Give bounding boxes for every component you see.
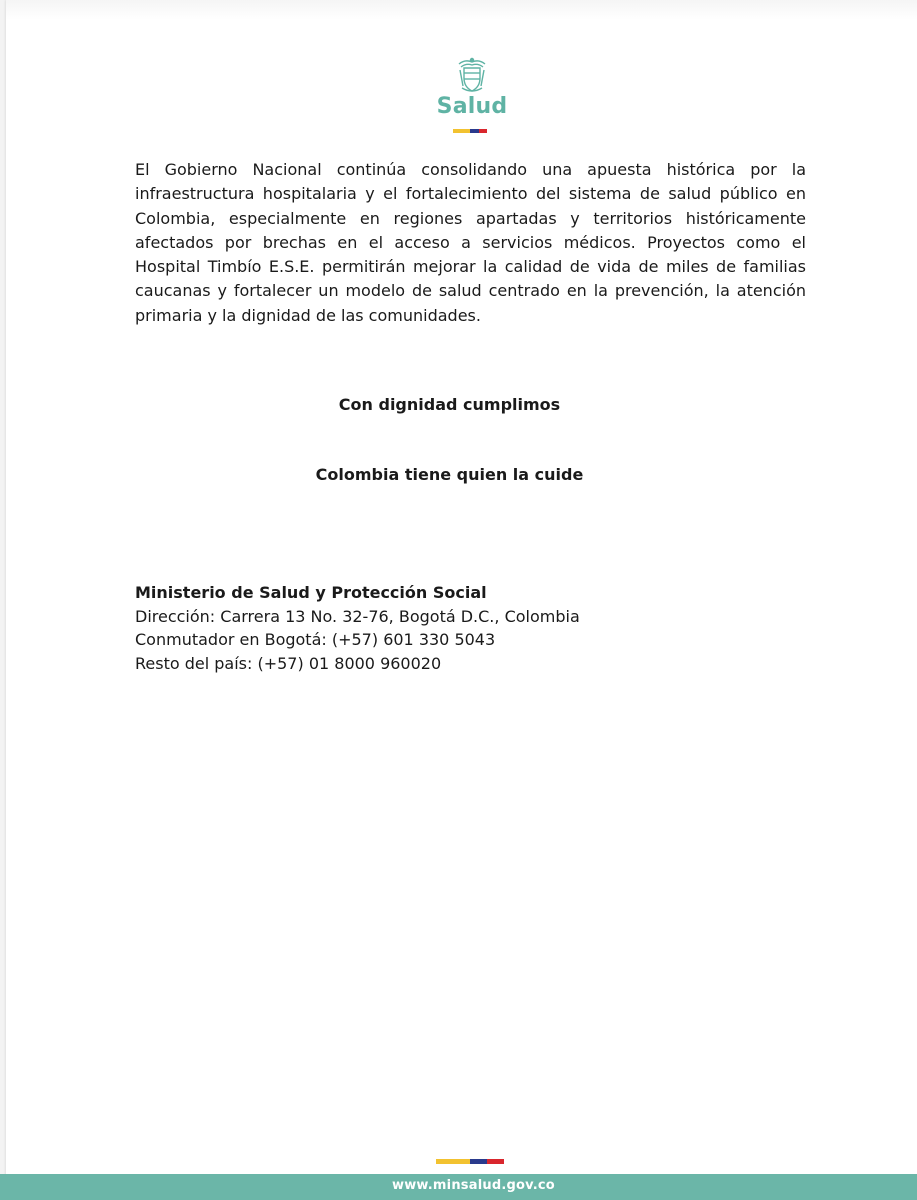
contact-address: Dirección: Carrera 13 No. 32-76, Bogotá D.C., Colombia (135, 606, 580, 626)
salud-logo (432, 56, 512, 136)
top-shade (6, 0, 917, 20)
flag-stripe-bottom (436, 1159, 504, 1164)
footer-website-link[interactable]: www.minsalud.gov.co (392, 1178, 555, 1193)
organization-name: Ministerio de Salud y Protección Social (135, 583, 487, 602)
contact-switchboard: Conmutador en Bogotá: (+57) 601 330 5043 (135, 630, 496, 649)
contact-block (135, 581, 580, 675)
slogan-colombia: Colombia tiene quien la cuide (315, 465, 584, 484)
logo-text: Salud (436, 94, 508, 119)
coat-of-arms-icon (432, 56, 512, 94)
contact-rest-of-country: Resto del país: (+57) 01 8000 960020 (135, 653, 442, 673)
flag-stripe-top (453, 129, 487, 133)
body-paragraph: El Gobierno Nacional continúa consolidando una apuesta histórica por la infraestructura hospitalaria y el fortalecimiento del sistema de salud público en Colombia, especialmente en regiones apartadas y territorios históricamente afectados por brechas en el acceso a servicios médicos. Proyectos como el Hospital Timbío E.S.E. permitirán mejorar la calidad de vida de miles de familias caucanas y fortalecer un modelo de salud centrado en la prevención, la atención primaria y la dignidad de las comunidades. (135, 160, 806, 325)
footer-bar (0, 1174, 917, 1200)
slogan-dignidad: Con dignidad cumplimos (338, 395, 561, 414)
